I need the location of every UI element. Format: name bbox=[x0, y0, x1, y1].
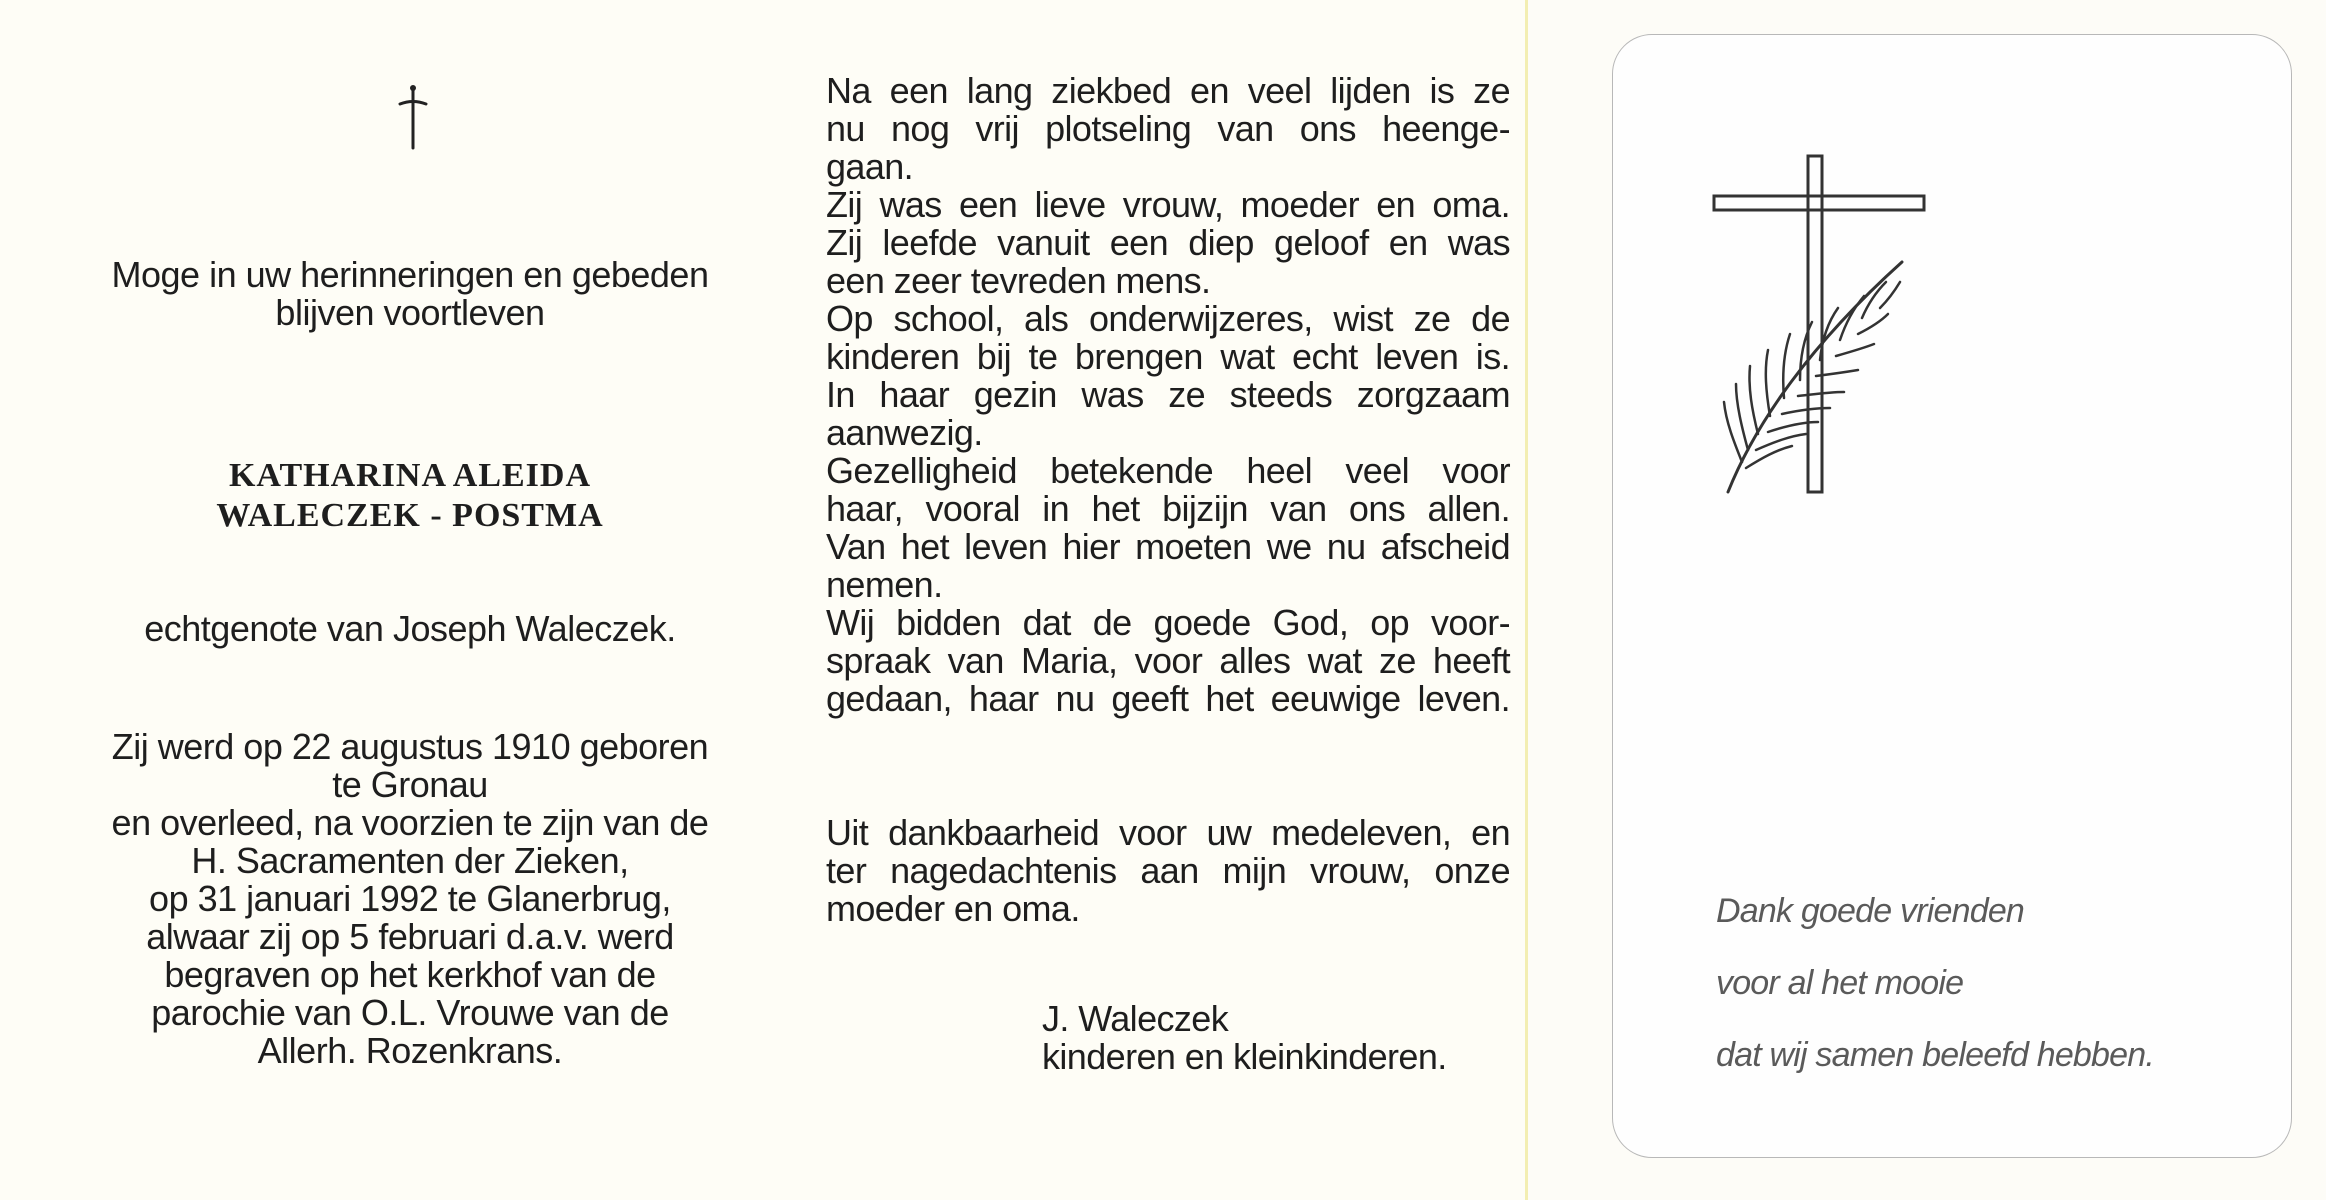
bio-line: H. Sacramenten der Zieken, bbox=[191, 840, 629, 881]
story-line: In haar gezin was ze steeds zorgzaam bbox=[826, 374, 1510, 415]
card-verse bbox=[1716, 886, 2154, 1102]
thanks-paragraph bbox=[826, 814, 1510, 928]
signature-line: J. Waleczek bbox=[1042, 998, 1229, 1039]
bio-line: en overleed, na voorzien te zijn van de bbox=[111, 802, 709, 843]
bio-line: Allerh. Rozenkrans. bbox=[257, 1030, 563, 1071]
cross-with-palm-icon bbox=[1712, 152, 1932, 502]
story-line: een zeer tevreden mens. bbox=[826, 260, 1211, 301]
verse-line: Dank goede vrienden bbox=[1716, 892, 2025, 930]
story-line: Zij leefde vanuit een diep geloof en was bbox=[826, 222, 1510, 263]
verse-line: voor al het mooie bbox=[1716, 964, 1964, 1002]
story-line: Van het leven hier moeten we nu afscheid bbox=[826, 526, 1510, 567]
story-line: Wij bidden dat de goede God, op voor- bbox=[826, 602, 1510, 643]
deceased-name bbox=[60, 456, 760, 536]
thanks-line: moeder en oma. bbox=[826, 888, 1080, 929]
signature bbox=[1042, 1000, 1447, 1076]
bio-line: op 31 januari 1992 te Glanerbrug, bbox=[149, 878, 671, 919]
story-line: haar, vooral in het bijzijn van ons allen. bbox=[826, 488, 1510, 529]
story-line: kinderen bij te brengen wat echt leven is. bbox=[826, 336, 1510, 377]
story-line: nemen. bbox=[826, 564, 943, 605]
signature-line: kinderen en kleinkinderen. bbox=[1042, 1036, 1447, 1077]
thanks-line: Uit dankbaarheid voor uw medeleven, en bbox=[826, 812, 1510, 853]
bio-line: Zij werd op 22 augustus 1910 geboren bbox=[111, 726, 709, 767]
story-line: Na een lang ziekbed en veel lijden is ze bbox=[826, 70, 1510, 111]
motto bbox=[60, 256, 760, 332]
verse-line: dat wij samen beleefd hebben. bbox=[1716, 1036, 2155, 1074]
story-line: gaan. bbox=[826, 146, 914, 187]
motto-line: Moge in uw herinneringen en gebeden bbox=[111, 254, 709, 295]
story-line: nu nog vrij plotseling van ons heenge- bbox=[826, 108, 1510, 149]
story-line: Op school, als onderwijzeres, wist ze de bbox=[826, 298, 1510, 339]
name-line: KATHARINA ALEIDA bbox=[228, 457, 592, 494]
story-line: aanwezig. bbox=[826, 412, 983, 453]
story-line: spraak van Maria, voor alles wat ze heeft bbox=[826, 640, 1510, 681]
story-line: Gezelligheid betekende heel veel voor bbox=[826, 450, 1510, 491]
small-cross-icon bbox=[395, 84, 431, 150]
thanks-line: ter nagedachtenis aan mijn vrouw, onze bbox=[826, 850, 1510, 891]
bio-line: alwaar zij op 5 februari d.a.v. werd bbox=[146, 916, 674, 957]
spouse-text: echtgenote van Joseph Waleczek. bbox=[144, 608, 676, 649]
motto-line: blijven voortleven bbox=[275, 292, 545, 333]
name-line: WALECZEK - POSTMA bbox=[216, 497, 604, 534]
story-line: gedaan, haar nu geeft het eeuwige leven. bbox=[826, 678, 1510, 719]
biography bbox=[60, 728, 760, 1070]
bio-line: te Gronau bbox=[332, 764, 488, 805]
bio-line: begraven op het kerkhof van de bbox=[164, 954, 656, 995]
story-paragraph bbox=[826, 72, 1510, 718]
bio-line: parochie van O.L. Vrouwe van de bbox=[151, 992, 669, 1033]
spouse-line bbox=[60, 610, 760, 648]
story-line: Zij was een lieve vrouw, moeder en oma. bbox=[826, 184, 1510, 225]
